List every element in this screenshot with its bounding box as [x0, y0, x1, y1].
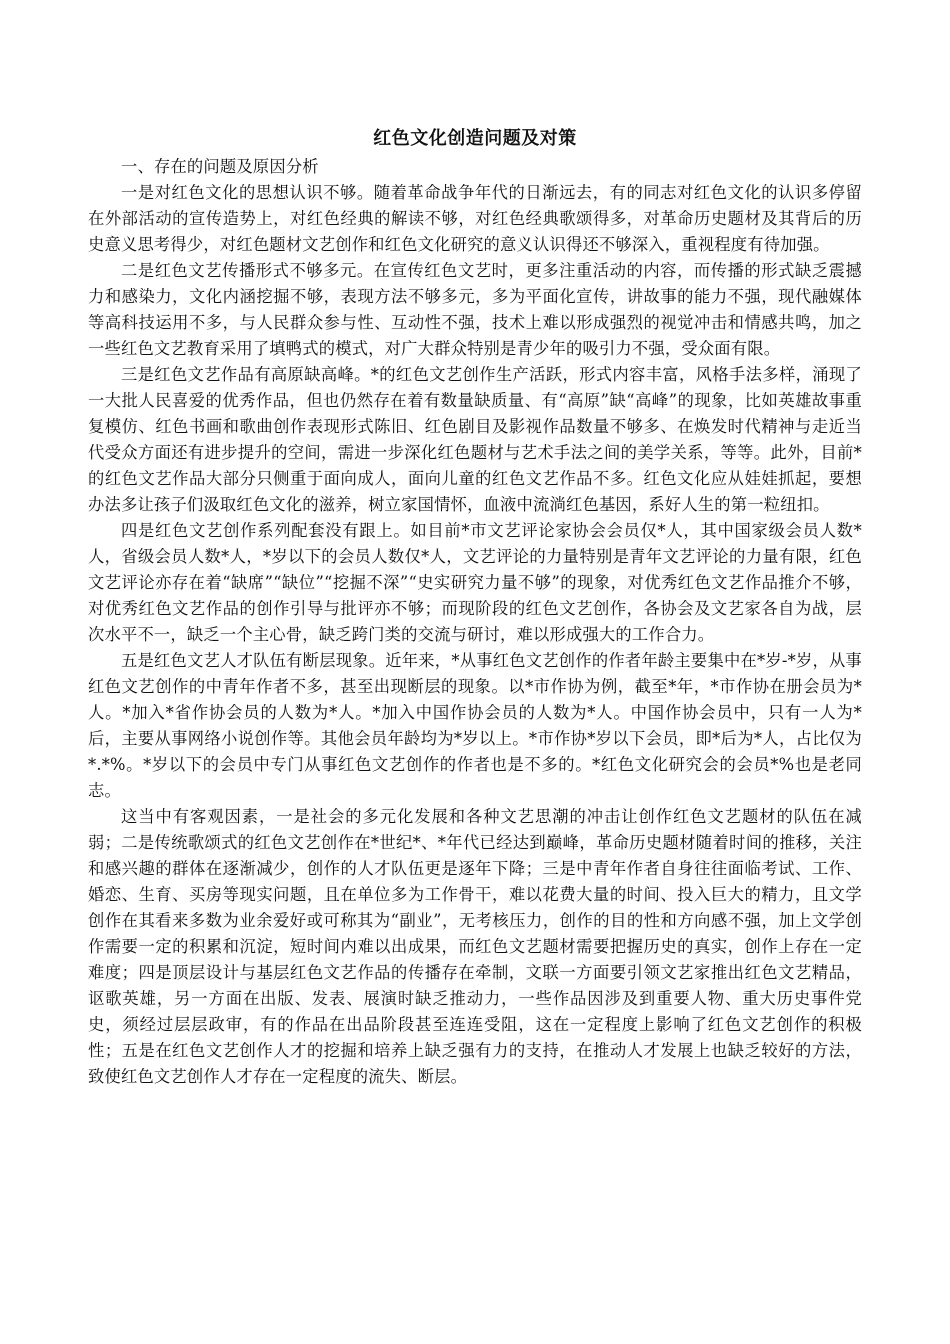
paragraph-problem-1: 一是对红色文化的思想认识不够。随着革命战争年代的日渐远去，有的同志对红色文化的认识多停留在外部活动的宣传造势上，对红色经典的解读不够，对红色经典歌颂得多，对革命历史题材及其背后的历史意义思考得少，对红色题材文艺创作和红色文化研究的意义认识得还不够深入，重视程度有待加强。 [88, 183, 862, 254]
document-page [88, 126, 862, 1090]
paragraph-problem-2: 二是红色文艺传播形式不够多元。在宣传红色文艺时，更多注重活动的内容，而传播的形式缺乏震撼力和感染力，文化内涵挖掘不够，表现方法不够多元，多为平面化宣传，讲故事的能力不强，现代融媒体等高科技运用不多，与人民群众参与性、互动性不强，技术上难以形成强烈的视觉冲击和情感共鸣，加之一些红色文艺教育采用了填鸭式的模式，对广大群众特别是青少年的吸引力不强，受众面有限。 [88, 261, 862, 358]
paragraph-causes: 这当中有客观因素，一是社会的多元化发展和各种文艺思潮的冲击让创作红色文艺题材的队伍在减弱；二是传统歌颂式的红色文艺创作在*世纪*、*年代已经达到巅峰，革命历史题材随着时间的推移，关注和感兴趣的群体在逐渐减少，创作的人才队伍更是逐年下降；三是中青年作者自身往往面临考试、工作、婚恋、生育、买房等现实问题，且在单位多为工作骨干，难以花费大量的时间、投入巨大的精力，且文学创作在其看来多数为业余爱好或可称其为“副业”，无考核压力，创作的目的性和方向感不强，加上文学创作需要一定的积累和沉淀，短时间内难以出成果，而红色文艺题材需要把握历史的真实，创作上存在一定难度；四是顶层设计与基层红色文艺作品的传播存在牵制，文联一方面要引领文艺家推出红色文艺精品，讴歌英雄，另一方面在出版、发表、展演时缺乏推动力，一些作品因涉及到重要人物、重大历史事件党史，须经过层层政审，有的作品在出品阶段甚至连连受阻，这在一定程度上影响了红色文艺创作的积极性；五是在红色文艺创作人才的挖掘和培养上缺乏强有力的支持，在推动人才发展上也缺乏较好的方法，致使红色文艺创作人才存在一定程度的流失、断层。 [88, 807, 862, 1086]
paragraph-problem-3: 三是红色文艺作品有高原缺高峰。*的红色文艺创作生产活跃，形式内容丰富，风格手法多样，涌现了一大批人民喜爱的优秀作品，但也仍然存在着有数量缺质量、有“高原”缺“高峰”的现象，比如英雄故事重复模仿、红色书画和歌曲创作表现形式陈旧、红色剧目及影视作品数量不够多、在焕发时代精神与走近当代受众方面还有进步提升的空间，需进一步深化红色题材与艺术手法之间的美学关系，等等。此外，目前*的红色文艺作品大部分只侧重于面向成人，面向儿童的红色文艺作品不多。红色文化应从娃娃抓起，要想办法多让孩子们汲取红色文化的滋养，树立家国情怀，血液中流淌红色基因，系好人生的第一粒纽扣。 [88, 365, 862, 514]
section-heading: 一、存在的问题及原因分析 [121, 157, 319, 176]
document-title: 红色文化创造问题及对策 [373, 128, 577, 149]
paragraph-problem-5: 五是红色文艺人才队伍有断层现象。近年来，*从事红色文艺创作的作者年龄主要集中在*岁-*岁，从事红色文艺创作的中青年作者不多，甚至出现断层的现象。以*市作协为例，截至*年，*市作协在册会员为*人。*加入*省作协会员的人数为*人。*加入中国作协会员的人数为*人。中国作协会员中，只有一人为*后，主要从事网络小说创作等。其他会员年龄均为*岁以上。*市作协*岁以下会员，即*后为*人，占比仅为*.*%。*岁以下的会员中专门从事红色文艺创作的作者也是不多的。*红色文化研究会的会员*%也是老同志。 [88, 651, 862, 800]
paragraph-problem-4: 四是红色文艺创作系列配套没有跟上。如目前*市文艺评论家协会会员仅*人，其中国家级会员人数*人，省级会员人数*人，*岁以下的会员人数仅*人，文艺评论的力量特别是青年文艺评论的力量有限，红色文艺评论亦存在着“缺席”“缺位”“挖掘不深”“史实研究力量不够”的现象，对优秀红色文艺作品推介不够，对优秀红色文艺作品的创作引导与批评亦不够；而现阶段的红色文艺创作，各协会及文艺家各自为战，层次水平不一，缺乏一个主心骨，缺乏跨门类的交流与研讨，难以形成强大的工作合力。 [88, 521, 862, 644]
